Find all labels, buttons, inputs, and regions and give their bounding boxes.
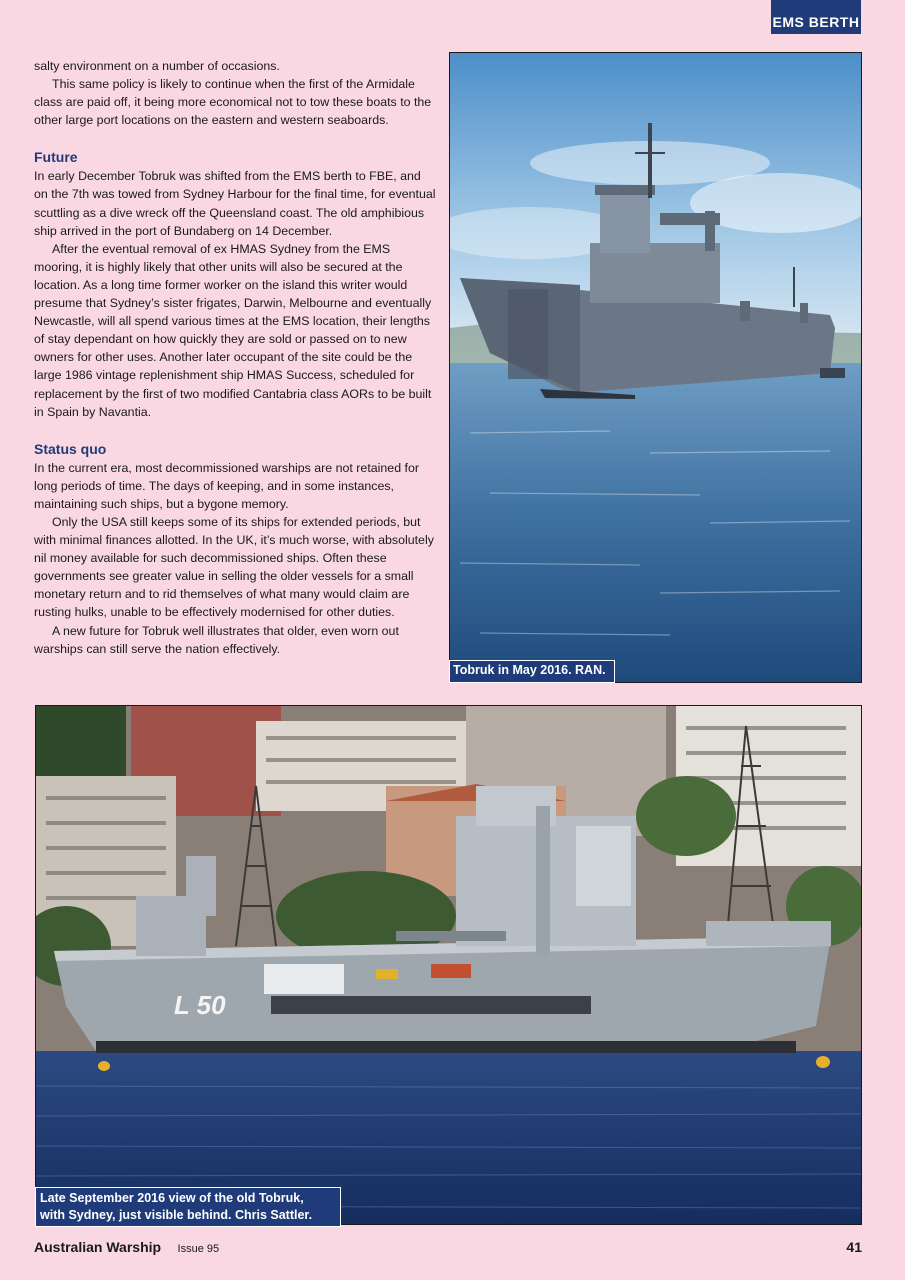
- article-paragraph: A new future for Tobruk well illustrates that older, even worn out warships can still serve the nation effectively.: [34, 623, 399, 656]
- article-paragraph: After the eventual removal of ex HMAS Sydney from the EMS mooring, it is highly likely that other units will also be secured at the location. As a long time former worker on the island this writer would presume that Sydney’s sister frigates, Darwin, Melbourne and eventually Newcastle, will all spend various times at the EMS location, their lengths of stay dependant on how quickly they are sold or passed on to new owners for other uses. Another later occupant of the site could be the large 1986 vintage replenishment ship HMAS Success, scheduled for replacement by the first of two modified Cantabria class AORs to be built in Spain by Navantia.: [34, 241, 432, 419]
- caption-bottom-photo: Late September 2016 view of the old Tobruk, with Sydney, just visible behind. Chris Sattler.: [35, 1187, 341, 1227]
- article-paragraph: This same policy is likely to continue when the first of the Armidale class are paid off, it being more economical not to tow these boats to the other large port locations on the eastern and western seaboards.: [34, 77, 432, 128]
- caption-top-photo: Tobruk in May 2016. RAN.: [449, 660, 615, 683]
- article-paragraph: Only the USA still keeps some of its ships for extended periods, but with minimal finances allotted. In the UK, it’s much worse, with absolutely nil money available for such decommissioned ships. Often these governments see greater value in selling the older vessels for a small monetary return and to rid themselves of what many would claim are rusting hulks, unable to be effectively modernised for other duties.: [34, 514, 434, 620]
- issue-number: Issue 95: [177, 1243, 220, 1255]
- photo-tobruk-harbour-illustration: [450, 53, 861, 682]
- mooring-buoy: [816, 1056, 830, 1068]
- photo-tobruk-moored-illustration: [36, 706, 861, 1224]
- section-heading-future: Future: [34, 149, 78, 166]
- magazine-title: Australian Warship: [34, 1239, 162, 1255]
- article-body: [34, 57, 436, 658]
- article-paragraph: salty environment on a number of occasions.: [34, 59, 280, 73]
- page-number: 41: [846, 1239, 862, 1255]
- photo-tobruk-harbour: [449, 52, 862, 683]
- section-tag: EMS BERTH: [771, 0, 861, 34]
- section-heading-status-quo: Status quo: [34, 440, 107, 457]
- article-paragraph: In the current era, most decommissioned warships are not retained for long periods of time. The days of keeping, and in some instances, maintaining such ships, but a bygone memory.: [34, 460, 419, 511]
- page-footer: [34, 1239, 862, 1259]
- hull-marking: L 50: [174, 990, 226, 1020]
- mooring-buoy: [98, 1061, 110, 1071]
- article-paragraph: In early December Tobruk was shifted from the EMS berth to FBE, and on the 7th was towed from Sydney Harbour for the final time, for eventual scuttling as a dive wreck off the Queensland coast. The old amphibious ship arrived in the port of Bundaberg on 14 December.: [34, 169, 436, 238]
- photo-tobruk-moored: [35, 705, 862, 1225]
